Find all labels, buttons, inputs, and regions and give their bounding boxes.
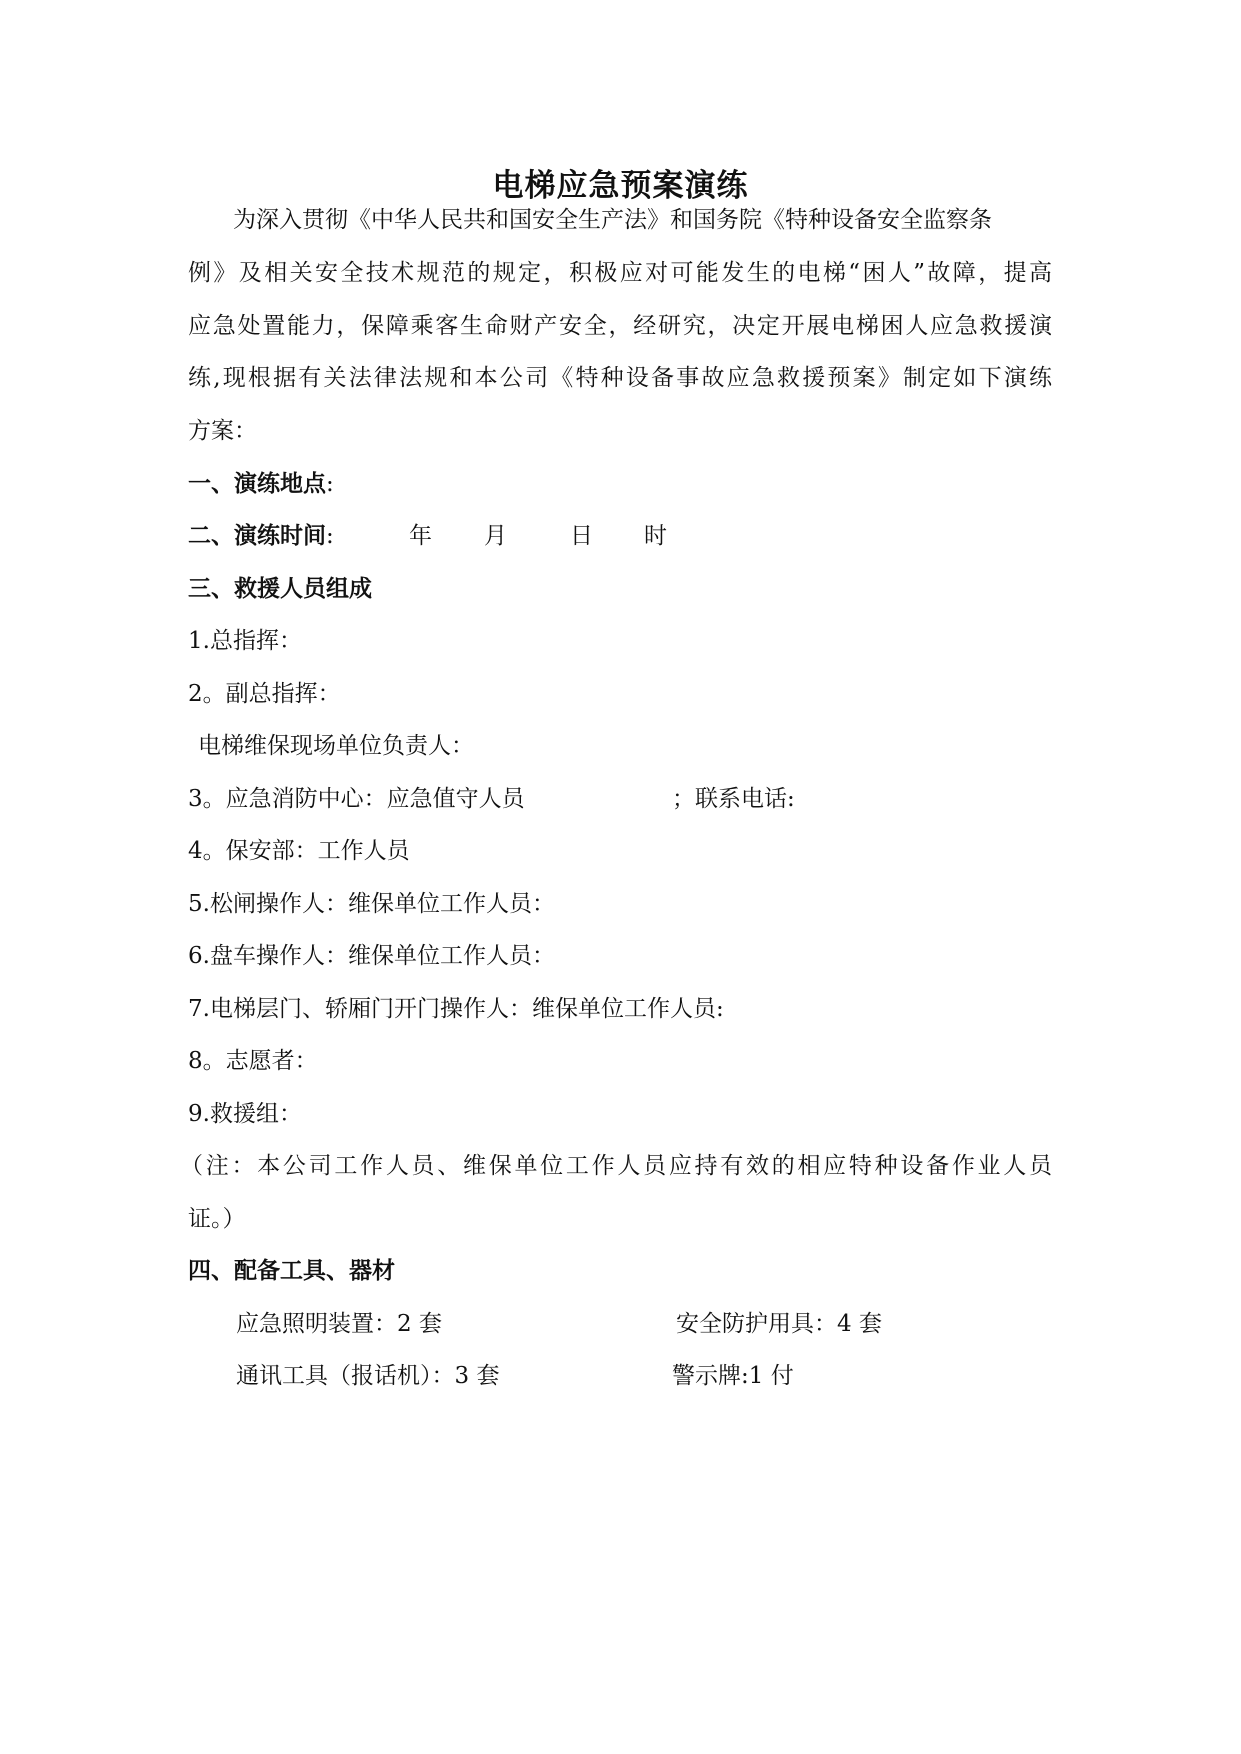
- personnel-item-5: 5.松闸操作人：维保单位工作人员：: [188, 891, 555, 917]
- section-time-heading: 二、演练时间: [188, 523, 326, 549]
- section-equipment-heading: 四、配备工具、器材: [188, 1258, 395, 1284]
- section-location: [188, 467, 334, 501]
- personnel-note-line-2: 证。）: [188, 1206, 246, 1232]
- personnel-item-2-sub: 电梯维保现场单位负责人：: [198, 733, 474, 759]
- section-time-colon: :: [326, 523, 334, 549]
- intro-line-4: 练,现根据有关法律法规和本公司《特种设备事故应急救援预案》制定如下演练: [188, 365, 1052, 391]
- equipment-item-protection: 安全防护用具：4 套: [676, 1311, 882, 1337]
- personnel-item-3: 3。应急消防中心：应急值守人员: [188, 786, 525, 812]
- equipment-item-lighting: 应急照明装置：2 套: [236, 1311, 442, 1337]
- personnel-item-7: 7.电梯层门、轿厢门开门操作人：维保单位工作人员:: [188, 996, 724, 1022]
- personnel-item-2: 2。副总指挥：: [188, 681, 341, 707]
- intro-line-1: 为深入贯彻《中华人民共和国安全生产法》和国务院《特种设备安全监察条: [233, 207, 992, 233]
- intro-line-5: 方案：: [188, 418, 257, 444]
- time-hour: 时: [644, 523, 667, 549]
- equipment-item-radio: 通讯工具（报话机）：3 套: [236, 1363, 500, 1389]
- document-title: 电梯应急预案演练: [492, 168, 749, 204]
- personnel-item-4: 4。保安部：工作人员: [188, 838, 410, 864]
- personnel-item-9: 9.救援组：: [188, 1101, 302, 1127]
- section-time: [188, 519, 334, 553]
- section-location-colon: :: [326, 471, 334, 497]
- personnel-item-1: 1.总指挥：: [188, 628, 302, 654]
- time-month: 月: [484, 523, 507, 549]
- time-year: 年: [409, 523, 432, 549]
- intro-line-2: 例》及相关安全技术规范的规定，积极应对可能发生的电梯“困人”故障，提高: [188, 260, 1052, 286]
- personnel-item-8: 8。志愿者：: [188, 1048, 318, 1074]
- time-day: 日: [570, 523, 593, 549]
- intro-line-3: 应急处置能力，保障乘客生命财产安全，经研究，决定开展电梯困人应急救援演: [188, 313, 1052, 339]
- personnel-note-line-1: （注：本公司工作人员、维保单位工作人员应持有效的相应特种设备作业人员: [180, 1153, 1052, 1179]
- personnel-item-3-phone: ；联系电话:: [672, 786, 795, 812]
- equipment-item-warning-sign: 警示牌:1 付: [672, 1363, 794, 1389]
- section-location-heading: 一、演练地点: [188, 471, 326, 497]
- section-rescue-personnel-heading: 三、救援人员组成: [188, 576, 372, 602]
- personnel-item-6: 6.盘车操作人：维保单位工作人员：: [188, 943, 555, 969]
